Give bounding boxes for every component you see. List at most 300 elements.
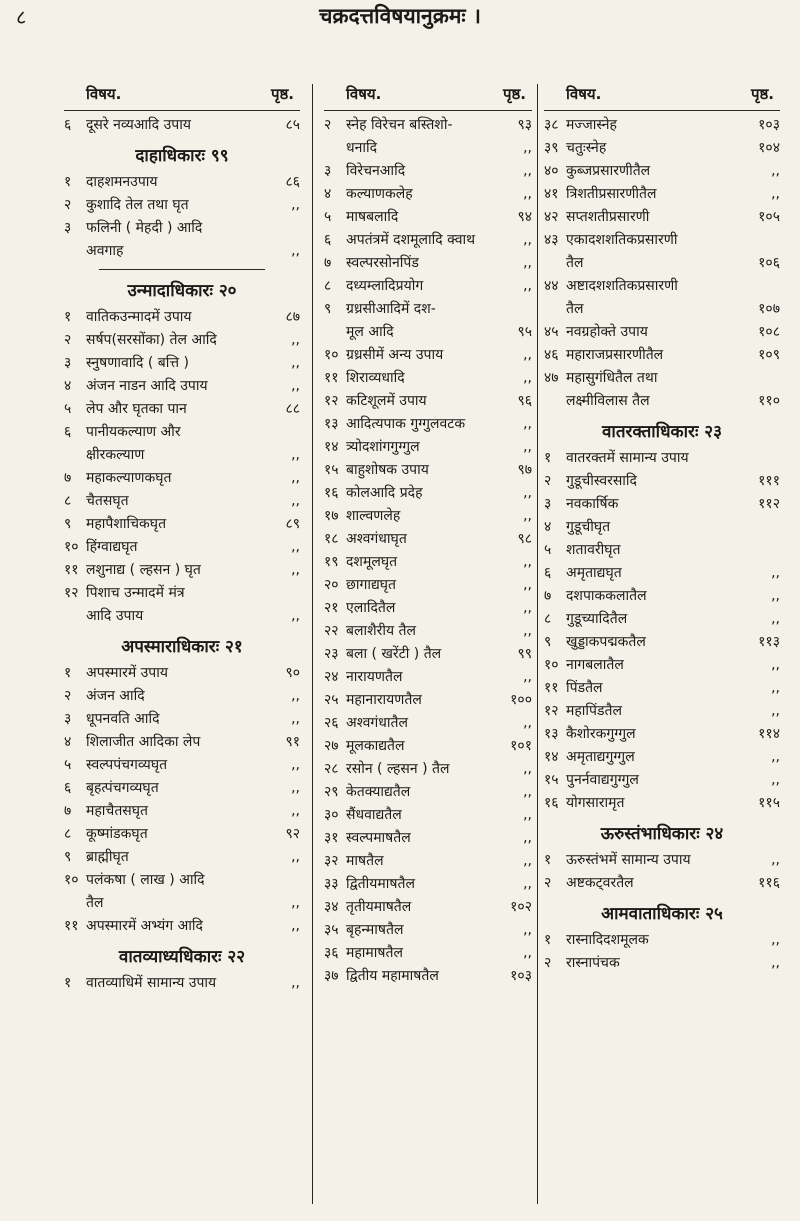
index-entry: [64, 537, 300, 557]
entry-title: आदित्यपाक गुग्गुलवटक: [346, 416, 466, 432]
entry-title: नागबलातैल: [566, 657, 624, 673]
index-entry: [324, 207, 532, 227]
entry-number: ६: [64, 117, 72, 133]
entry-title: महानारायणतैल: [346, 692, 422, 708]
index-entry: [544, 138, 780, 158]
index-entry: [544, 873, 780, 893]
index-entry: [544, 701, 780, 721]
entry-number: १: [64, 309, 72, 325]
index-entry: [324, 299, 532, 319]
index-entry: [324, 414, 532, 434]
index-entry: [544, 770, 780, 790]
entry-page: ,,: [523, 853, 532, 869]
entry-number: ७: [64, 803, 72, 819]
entry-title: पिशाच उन्मादमें मंत्र: [86, 585, 185, 601]
entry-page: ,,: [523, 830, 532, 846]
index-entry: [64, 778, 300, 798]
section-heading: दाहाधिकारः ९९: [135, 146, 229, 166]
entry-number: २: [64, 332, 72, 348]
entry-page: ,,: [523, 784, 532, 800]
index-entry: [324, 805, 532, 825]
entry-title: अपस्मारमें उपाय: [86, 665, 169, 681]
entry-title: तृतीयमाषतैल: [346, 899, 412, 915]
entry-page: ९६: [517, 393, 532, 409]
entry-number: ३४: [324, 899, 339, 915]
index-entry: [64, 330, 300, 350]
index-entry: [544, 276, 780, 296]
entry-title: अष्टादशशतिकप्रसारणी: [566, 278, 678, 294]
entry-number: २: [64, 688, 72, 704]
entry-number: १: [64, 665, 72, 681]
index-entry: [64, 353, 300, 373]
entry-number: १०: [64, 539, 79, 555]
entry-title: सप्तशतीप्रसारणी: [566, 209, 650, 225]
entry-number: २४: [324, 669, 339, 685]
entry-title: एलादितैल: [346, 600, 396, 616]
entry-page: ,,: [523, 163, 532, 179]
entry-title: वातव्याधिमें सामान्य उपाय: [86, 975, 217, 991]
entry-page: ,,: [523, 623, 532, 639]
entry-number: ४३: [544, 232, 559, 248]
entry-number: २: [544, 875, 552, 891]
entry-number: १: [64, 975, 72, 991]
entry-page: ,,: [291, 803, 300, 819]
entry-title: स्नेह विरेचन बस्तिशो-: [346, 117, 453, 133]
entry-title: आदि उपाय: [86, 608, 144, 624]
entry-title: तैल: [566, 255, 584, 271]
entry-page: १०४: [758, 140, 780, 156]
entry-number: ९: [324, 301, 332, 317]
entry-number: ३: [64, 355, 72, 371]
entry-page: १०२: [510, 899, 532, 915]
index-entry: [544, 678, 780, 698]
entry-page: ,,: [523, 554, 532, 570]
entry-page: ,,: [523, 922, 532, 938]
entry-number: ४०: [544, 163, 559, 179]
entry-number: ३: [64, 220, 72, 236]
entry-title: तैल: [566, 301, 584, 317]
entry-number: ४२: [544, 209, 559, 225]
entry-page: ९८: [517, 531, 532, 547]
entry-title: दशमूलघृत: [346, 554, 398, 570]
entry-number: ६: [324, 232, 332, 248]
index-entry: [324, 851, 532, 871]
entry-page: ,,: [523, 715, 532, 731]
entry-number: १३: [544, 726, 559, 742]
entry-page: १११: [758, 473, 780, 489]
entry-page: ९४: [517, 209, 532, 225]
entry-title: महामाषतैल: [346, 945, 403, 961]
entry-number: ४: [544, 519, 552, 535]
entry-title: सर्षप(सरसोंका) तेल आदि: [86, 332, 217, 348]
entry-number: २: [544, 955, 552, 971]
entry-number: ८: [544, 611, 552, 627]
index-entry: [64, 686, 300, 706]
column-divider: [537, 84, 538, 1204]
entry-title: एकादशशतिकप्रसारणी: [566, 232, 678, 248]
entry-title: ब्राह्मीघृत: [86, 849, 129, 865]
entry-page: ,,: [291, 757, 300, 773]
entry-number: १७: [324, 508, 339, 524]
entry-title: नवकार्षिक: [566, 496, 619, 512]
entry-title: माषबलादि: [346, 209, 399, 225]
entry-number: ४६: [544, 347, 559, 363]
entry-page: ,,: [291, 470, 300, 486]
entry-page: १०७: [758, 301, 780, 317]
entry-page: ११५: [758, 795, 780, 811]
entry-page: १००: [510, 692, 532, 708]
index-entry: [324, 391, 532, 411]
index-entry: [64, 218, 300, 238]
entry-title: त्रिशतीप्रसारणीतैल: [566, 186, 657, 202]
entry-title: अंजन आदि: [86, 688, 145, 704]
index-entry: [544, 471, 780, 491]
index-entry: [324, 529, 532, 549]
entry-page: ,,: [291, 711, 300, 727]
entry-page: ,,: [523, 186, 532, 202]
entry-title: स्नुषणावादि ( बत्ति ): [86, 355, 189, 371]
entry-number: १३: [324, 416, 339, 432]
entry-number: ३२: [324, 853, 339, 869]
entry-title: सैंधवाद्यतैल: [346, 807, 402, 823]
entry-title: योगसारामृत: [566, 795, 625, 811]
entry-title: कुशादि तेल तथा घृत: [86, 197, 189, 213]
entry-page: ,,: [771, 852, 780, 868]
index-entry: [324, 276, 532, 296]
index-entry: [544, 230, 780, 250]
index-entry: [64, 445, 300, 465]
entry-number: १४: [324, 439, 339, 455]
entry-number: २: [64, 197, 72, 213]
entry-number: १९: [324, 554, 339, 570]
index-entry: [64, 755, 300, 775]
entry-page: ११६: [758, 875, 780, 891]
entry-page: ,,: [523, 669, 532, 685]
index-entry: [64, 172, 300, 192]
entry-title: शिराव्यधादि: [346, 370, 405, 386]
entry-page: ८७: [285, 309, 300, 325]
index-entry: [544, 448, 780, 468]
entry-title: महाकल्याणकघृत: [86, 470, 172, 486]
entry-page: ,,: [291, 447, 300, 463]
index-entry: [544, 161, 780, 181]
entry-title: महाराजप्रसारणीतैल: [566, 347, 664, 363]
entry-title: कोलआदि प्रदेह: [346, 485, 423, 501]
entry-page: ,,: [523, 416, 532, 432]
section-heading: उन्मादाधिकारः २०: [127, 281, 237, 301]
entry-title: बाहुशोषक उपाय: [346, 462, 429, 478]
index-entry: [64, 709, 300, 729]
entry-number: ११: [64, 562, 79, 578]
entry-number: ४५: [544, 324, 559, 340]
entry-page: ,,: [523, 945, 532, 961]
entry-page: १०५: [758, 209, 780, 225]
entry-number: २३: [324, 646, 339, 662]
entry-number: ६: [64, 780, 72, 796]
entry-page: ११४: [758, 726, 780, 742]
entry-page: ,,: [291, 355, 300, 371]
entry-number: ११: [544, 680, 559, 696]
entry-number: ७: [64, 470, 72, 486]
entry-title: ग्रध्रसीमें अन्य उपाय: [346, 347, 444, 363]
entry-number: ८: [324, 278, 332, 294]
index-entry: [64, 583, 300, 603]
entry-page: ,,: [291, 975, 300, 991]
index-entry: [324, 759, 532, 779]
entry-number: १०: [324, 347, 339, 363]
index-entry: [324, 115, 532, 135]
entry-title: फलिनी ( मेहदी ) आदि: [86, 220, 203, 236]
index-entry: [544, 207, 780, 227]
index-entry: [324, 575, 532, 595]
entry-title: अवगाह: [86, 243, 124, 259]
entry-page: ८९: [285, 516, 300, 532]
entry-number: १: [544, 932, 552, 948]
index-entry: [544, 540, 780, 560]
section-heading: अपस्माराधिकारः २१: [121, 637, 243, 657]
entry-number: ३३: [324, 876, 339, 892]
entry-title: अपतंत्रमें दशमूलादि क्वाथ: [346, 232, 476, 248]
section-heading: ऊरुस्तंभाधिकारः २४: [600, 824, 724, 844]
column-header: [64, 84, 300, 111]
entry-number: ३७: [324, 968, 339, 984]
page-heading: पृष्ठ.: [502, 85, 526, 103]
index-entry: [324, 138, 532, 158]
entry-page: ९९: [517, 646, 532, 662]
entry-title: पलंकषा ( लाख ) आदि: [86, 872, 205, 888]
section-heading: वातव्याध्यधिकारः २२: [118, 947, 246, 967]
index-entry: [64, 893, 300, 913]
entry-title: महासुगंधितैल तथा: [566, 370, 658, 386]
entry-title: महापैशाचिकघृत: [86, 516, 167, 532]
entry-title: महापिंडतैल: [566, 703, 622, 719]
entry-page: ,,: [523, 439, 532, 455]
entry-title: द्वितीयमाषतैल: [346, 876, 415, 892]
entry-title: मज्जास्नेह: [566, 117, 617, 133]
entry-number: ४: [64, 734, 72, 750]
index-entry: [64, 241, 300, 261]
entry-page: ,,: [291, 849, 300, 865]
index-entry: [64, 399, 300, 419]
entry-number: ६: [64, 424, 72, 440]
entry-number: ४: [64, 378, 72, 394]
index-entry: [64, 195, 300, 215]
entry-number: ९: [64, 516, 72, 532]
index-entry: [544, 391, 780, 411]
entry-title: लेप और घृतका पान: [86, 401, 187, 417]
entry-title: रास्नादिदशमूलक: [566, 932, 649, 948]
entry-number: ४१: [544, 186, 559, 202]
entry-title: अंजन नाडन आदि उपाय: [86, 378, 208, 394]
entry-number: ४७: [544, 370, 559, 386]
index-entry: [544, 299, 780, 319]
index-entry: [64, 307, 300, 327]
section-heading: वातरक्ताधिकारः २३: [601, 422, 722, 442]
index-entry: [324, 897, 532, 917]
index-entry: [324, 736, 532, 756]
entry-title: अष्टकट्वरतैल: [566, 875, 634, 891]
entry-page: ९२: [285, 826, 300, 842]
entry-page: ,,: [291, 493, 300, 509]
entry-number: ११: [64, 918, 79, 934]
entry-title: अमृताद्यगुग्गुल: [566, 749, 635, 765]
index-entry: [544, 115, 780, 135]
entry-title: पानीयकल्याण और: [86, 424, 181, 440]
index-entry: [324, 184, 532, 204]
entry-page: ,,: [291, 378, 300, 394]
entry-number: ३९: [544, 140, 559, 156]
column-header: [544, 84, 780, 111]
entry-number: ३८: [544, 117, 559, 133]
index-entry: [64, 870, 300, 890]
entry-page: ९५: [517, 324, 532, 340]
index-entry: [324, 368, 532, 388]
entry-number: ३: [544, 496, 552, 512]
entry-title: शाल्वणलेह: [346, 508, 401, 524]
entry-title: कटिशूलमें उपाय: [346, 393, 427, 409]
entry-title: रास्नापंचक: [566, 955, 620, 971]
entry-page: ,,: [291, 332, 300, 348]
entry-page: ,,: [771, 611, 780, 627]
index-entry: [64, 973, 300, 993]
index-entry: [324, 920, 532, 940]
index-entry: [324, 161, 532, 181]
index-entry: [324, 828, 532, 848]
entry-number: २२: [324, 623, 339, 639]
entry-title: नवग्रहोक्ते उपाय: [566, 324, 648, 340]
index-entry: [544, 930, 780, 950]
entry-title: शतावरीघृत: [566, 542, 621, 558]
entry-page: ,,: [523, 508, 532, 524]
entry-number: २१: [324, 600, 339, 616]
entry-number: १६: [324, 485, 339, 501]
entry-page: ,,: [771, 703, 780, 719]
index-entry: [544, 747, 780, 767]
index-entry: [324, 966, 532, 986]
entry-page: १०३: [510, 968, 532, 984]
entry-page: १०३: [758, 117, 780, 133]
entry-title: त्र्योदशांगगुग्गुल: [346, 439, 420, 455]
entry-page: ,,: [771, 932, 780, 948]
entry-page: १०९: [758, 347, 780, 363]
entry-page: ,,: [291, 895, 300, 911]
subject-heading: विषय.: [346, 85, 382, 103]
entry-page: ,,: [771, 772, 780, 788]
entry-page: ११३: [758, 634, 780, 650]
entry-title: खुड्डाकपद्मकतैल: [566, 634, 646, 650]
index-entry: [544, 322, 780, 342]
entry-title: गुडूचीस्वरसादि: [566, 473, 637, 489]
entry-number: ७: [544, 588, 552, 604]
entry-number: २०: [324, 577, 339, 593]
entry-number: ७: [324, 255, 332, 271]
index-entry: [64, 115, 300, 135]
entry-number: १५: [544, 772, 559, 788]
index-entry: [324, 345, 532, 365]
entry-page: १०१: [510, 738, 532, 754]
index-entry: [544, 655, 780, 675]
entry-title: बृहत्पंचगव्यघृत: [86, 780, 159, 796]
entry-title: वातिकउन्मादमें उपाय: [86, 309, 192, 325]
page-number: ८: [16, 5, 27, 29]
entry-title: पुनर्नवाद्यगुग्गुल: [566, 772, 639, 788]
index-entry: [544, 632, 780, 652]
entry-page: ,,: [291, 562, 300, 578]
index-entry: [324, 598, 532, 618]
entry-title: मूलकाद्यतैल: [346, 738, 405, 754]
index-entry: [324, 230, 532, 250]
column-divider: [312, 84, 313, 1204]
entry-number: २९: [324, 784, 339, 800]
entry-title: पिंडतैल: [566, 680, 603, 696]
section-heading: आमवाताधिकारः २५: [601, 904, 723, 924]
entry-title: ऊरुस्तंभमें सामान्य उपाय: [566, 852, 691, 868]
entry-title: केतक्याद्यतैल: [346, 784, 411, 800]
entry-page: ,,: [771, 565, 780, 581]
index-column-1: [64, 84, 300, 996]
entry-title: महाचैतसघृत: [86, 803, 149, 819]
entry-page: ,,: [291, 918, 300, 934]
entry-number: ४४: [544, 278, 559, 294]
entry-title: अश्वगंधातैल: [346, 715, 409, 731]
entry-title: नारायणतैल: [346, 669, 403, 685]
index-entry: [544, 953, 780, 973]
entry-title: धनादि: [346, 140, 378, 156]
entry-page: ,,: [523, 600, 532, 616]
index-entry: [64, 422, 300, 442]
entry-title: तैल: [86, 895, 104, 911]
index-entry: [544, 345, 780, 365]
entry-title: दूसरे नव्यआदि उपाय: [86, 117, 191, 133]
index-entry: [64, 847, 300, 867]
entry-number: १८: [324, 531, 339, 547]
entry-page: ,,: [771, 749, 780, 765]
index-entry: [324, 690, 532, 710]
running-header: चक्रदत्तविषयानुक्रमः ।: [319, 4, 481, 28]
entry-number: २: [324, 117, 332, 133]
entry-title: चैतसघृत: [86, 493, 129, 509]
entry-page: ,,: [291, 197, 300, 213]
index-entry: [324, 874, 532, 894]
entry-title: गुडूचीघृत: [566, 519, 611, 535]
entry-number: १: [544, 450, 552, 466]
index-entry: [64, 732, 300, 752]
entry-title: अश्वगंधाघृत: [346, 531, 407, 547]
entry-title: चतुःस्नेह: [566, 140, 607, 156]
index-entry: [324, 460, 532, 480]
entry-number: १: [544, 852, 552, 868]
entry-number: २७: [324, 738, 339, 754]
entry-page: १०८: [758, 324, 780, 340]
entry-page: ९१: [285, 734, 300, 750]
entry-title: वातरक्तमें सामान्य उपाय: [566, 450, 689, 466]
divider: [99, 269, 264, 270]
entry-number: ५: [544, 542, 552, 558]
entry-number: १२: [324, 393, 339, 409]
entry-title: गुडूच्यादितैल: [566, 611, 628, 627]
entry-title: मूल आदि: [346, 324, 394, 340]
entry-title: अपस्मारमें अभ्यंग आदि: [86, 918, 203, 934]
entry-page: ,,: [523, 876, 532, 892]
entry-title: दध्यम्लादिप्रयोग: [346, 278, 424, 294]
entry-page: ,,: [771, 163, 780, 179]
index-entry: [544, 586, 780, 606]
index-entry: [544, 724, 780, 744]
index-entry: [324, 782, 532, 802]
entry-number: ८: [64, 826, 72, 842]
index-entry: [324, 943, 532, 963]
index-entry: [544, 793, 780, 813]
